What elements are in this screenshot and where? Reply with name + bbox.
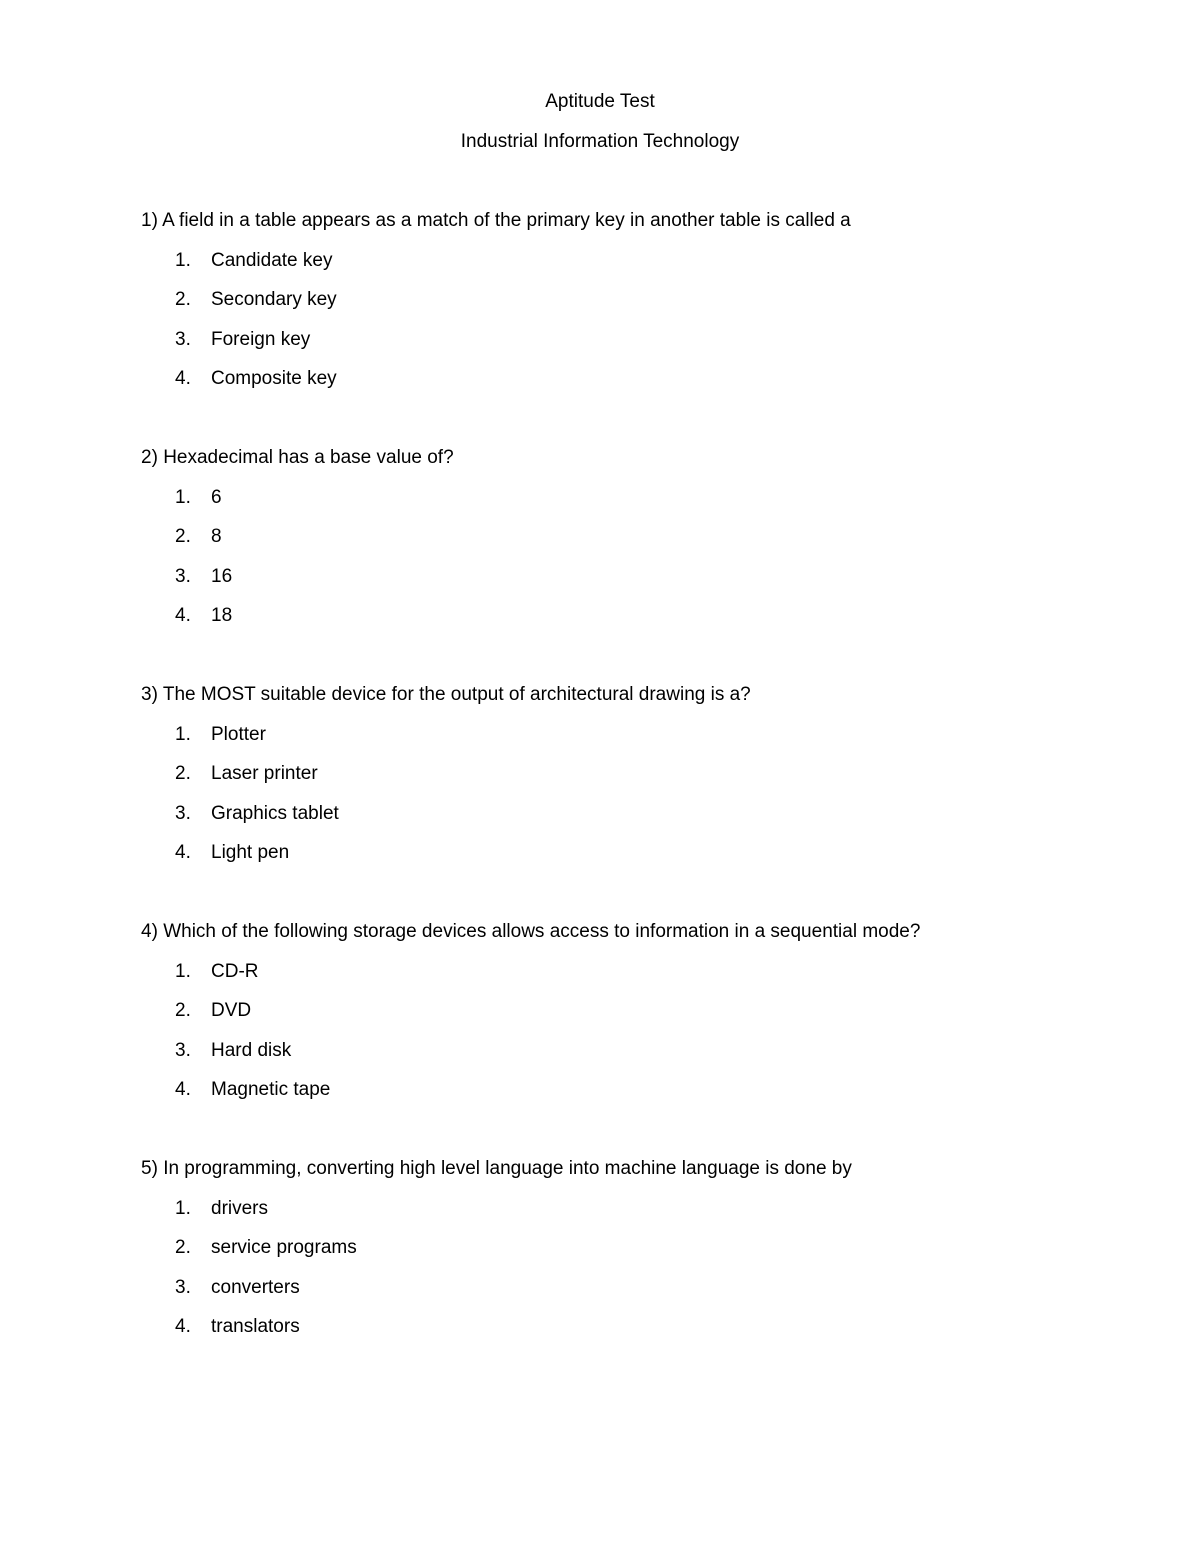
- option-number: 1 .: [175, 1197, 191, 1221]
- option-number: 3 .: [175, 328, 191, 352]
- option-label: Composite key: [211, 368, 337, 389]
- option-label: translators: [211, 1316, 300, 1337]
- option-number: 4 .: [175, 841, 191, 865]
- option-item: [141, 604, 1141, 644]
- option-item: [141, 565, 1141, 605]
- option-number: 3 .: [175, 802, 191, 826]
- option-item: [141, 525, 1141, 565]
- option-item: [141, 762, 1141, 802]
- question-number: 1 ): [141, 210, 162, 231]
- option-item: [141, 960, 1141, 1000]
- question-3: [141, 683, 1141, 881]
- option-label: 8: [211, 526, 222, 547]
- option-number: 2 .: [175, 288, 191, 312]
- option-label: service programs: [211, 1237, 357, 1258]
- question-number: 5 ): [141, 1158, 163, 1179]
- question-prompt: In programming, converting high level language into machine language is done by: [163, 1158, 852, 1179]
- option-label: DVD: [211, 1000, 252, 1021]
- option-list: [141, 1197, 1141, 1355]
- question-number: 2 ): [141, 447, 163, 468]
- option-label: Light pen: [211, 842, 290, 863]
- option-number: 2 .: [175, 762, 191, 786]
- question-prompt: A field in a table appears as a match of the primary key in another table is called a: [162, 210, 851, 231]
- option-list: [141, 723, 1141, 881]
- option-label: Foreign key: [211, 328, 311, 350]
- option-number: 2 .: [175, 999, 191, 1023]
- option-number: 2 .: [175, 1236, 191, 1260]
- option-number: 3 .: [175, 565, 191, 589]
- option-label: Graphics tablet: [211, 802, 339, 824]
- question-prompt: Which of the following storage devices allows access to information in a sequential mode?: [163, 921, 921, 942]
- option-item: [141, 1039, 1141, 1079]
- option-label: drivers: [211, 1197, 269, 1219]
- question-text: [141, 1157, 1141, 1181]
- option-list: [141, 960, 1141, 1118]
- option-number: 2 .: [175, 525, 191, 549]
- question-5: [141, 1157, 1141, 1355]
- option-number: 4 .: [175, 367, 191, 391]
- option-list: [141, 249, 1141, 407]
- option-item: [141, 288, 1141, 328]
- option-number: 1 .: [175, 723, 191, 747]
- option-number: 1 .: [175, 960, 191, 984]
- question-number: 3 ): [141, 684, 163, 705]
- question-text: [141, 683, 1141, 707]
- option-number: 1 .: [175, 249, 191, 273]
- option-label: Magnetic tape: [211, 1079, 331, 1100]
- option-item: [141, 1236, 1141, 1276]
- option-item: [141, 802, 1141, 842]
- option-label: 16: [211, 565, 233, 587]
- option-label: 6: [211, 486, 222, 508]
- question-4: [141, 920, 1141, 1118]
- option-label: CD-R: [211, 960, 259, 982]
- question-text: [141, 209, 1141, 233]
- option-number: 4 .: [175, 1315, 191, 1339]
- option-item: [141, 1276, 1141, 1316]
- option-label: Hard disk: [211, 1039, 292, 1061]
- option-label: Secondary key: [211, 289, 337, 310]
- option-label: Laser printer: [211, 763, 318, 784]
- option-item: [141, 328, 1141, 368]
- option-label: converters: [211, 1276, 300, 1298]
- option-item: [141, 841, 1141, 881]
- option-item: [141, 1078, 1141, 1118]
- question-number: 4 ): [141, 921, 163, 942]
- option-item: [141, 486, 1141, 526]
- question-2: [141, 446, 1141, 644]
- question-prompt: The MOST suitable device for the output of architectural drawing is a?: [162, 684, 751, 705]
- option-label: 18: [211, 605, 233, 626]
- option-number: 4 .: [175, 1078, 191, 1102]
- option-label: Plotter: [211, 723, 266, 745]
- option-item: [141, 723, 1141, 763]
- option-item: [141, 249, 1141, 289]
- document-subtitle: Industrial Information Technology: [460, 131, 740, 152]
- question-text: [141, 446, 1141, 470]
- option-label: Candidate key: [211, 249, 333, 271]
- option-list: [141, 486, 1141, 644]
- document-title: Aptitude Test: [545, 91, 655, 112]
- option-number: 3 .: [175, 1276, 191, 1300]
- option-item: [141, 1197, 1141, 1237]
- question-prompt: Hexadecimal has a base value of?: [163, 447, 454, 468]
- option-number: 3 .: [175, 1039, 191, 1063]
- option-number: 4 .: [175, 604, 191, 628]
- question-1: [141, 209, 1141, 407]
- option-item: [141, 1315, 1141, 1355]
- option-item: [141, 999, 1141, 1039]
- question-text: [141, 920, 1141, 944]
- option-item: [141, 367, 1141, 407]
- option-number: 1 .: [175, 486, 191, 510]
